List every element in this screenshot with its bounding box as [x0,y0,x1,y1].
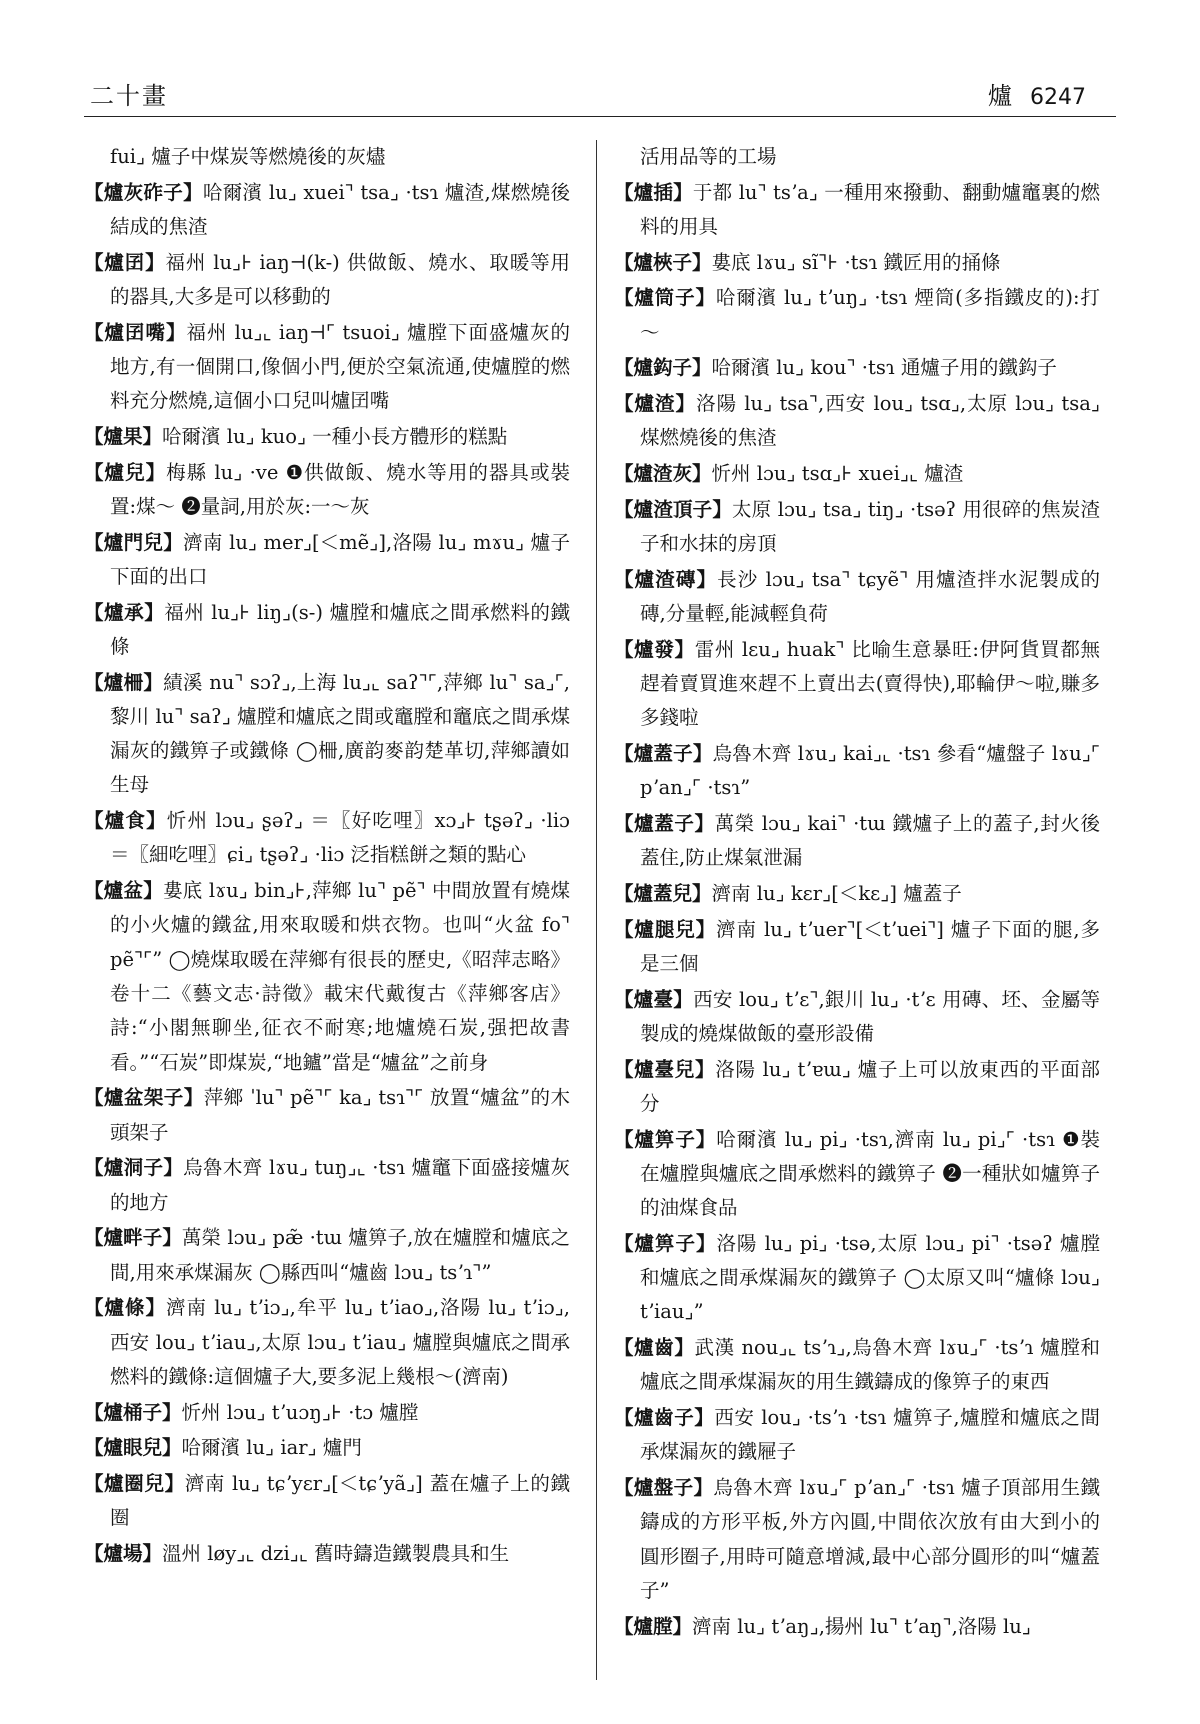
entry-headword: 【爐渣磚】 [614,567,718,591]
entry-text: 烏魯木齊 lɤu⌟ tuŋ⌟⌞ ·tsɿ 爐竈下面盛接爐灰的地方 [110,1156,570,1214]
entry-text: 烏魯木齊 lɤu⌟ kai⌟⌞ ·tsɿ 參看“爐盤子 lɤu⌟⌜ pʼan⌟⌜ ·tsɿ” [640,741,1100,800]
dictionary-entry [614,176,1100,245]
entry-headword: 【爐箅子】 [614,1127,717,1151]
dictionary-entry [84,596,570,665]
entry-text: 哈爾濱 lu⌟ iar⌟ 爐門 [181,1436,362,1460]
entry-headword: 【爐蓋兒】 [614,881,712,905]
entry-text: 長沙 lɔu⌟ tsa⌝ tɕyẽ⌝ 用爐渣拌水泥製成的磚,分量輕,能減輕負荷 [640,567,1100,625]
entry-text: 烏魯木齊 lɤu⌟⌜ pʼan⌟⌜ ·tsɿ 爐子頂部用生鐵鑄成的方形平板,外方內圓,中間依次放有由大到小的圓形圈子,用時可隨意增減,最中心部分圓形的叫“爐蓋子” [640,1476,1100,1602]
entry-headword: 【爐蓋子】 [614,811,715,835]
dictionary-entry [614,457,1100,491]
dictionary-entry [84,804,570,873]
dictionary-entry [84,246,570,315]
entry-headword: 【爐插】 [614,180,693,204]
dictionary-entry [614,1227,1100,1330]
entry-text: fui⌟ 爐子中煤炭等燃燒後的灰燼 [110,145,386,168]
head-character: 爐 [988,82,1012,110]
entry-headword: 【爐渣灰】 [614,462,712,486]
entry-headword: 【爐桶子】 [84,1400,182,1424]
entry-text: 洛陽 lu⌟ pi⌟ ·tsə,太原 lɔu⌟ pi⌝ ·tsəʔ 爐膛和爐底之間承煤漏灰的鐵箅子 ◯太原又叫“爐條 lɔu⌟ tʼiau⌟” [640,1231,1100,1324]
running-head [988,76,1086,111]
dictionary-entry [84,456,570,525]
entry-text: 溫州 løy⌟⌞ dzi⌟⌞ 舊時鑄造鐵製農具和生 [162,1541,510,1565]
entry-text: 忻州 lɔu⌟ tʼuɔŋ⌟⊦ ·tɔ 爐膛 [181,1400,419,1424]
entry-text: 哈爾濱 lu⌟ kou⌝ ·tsɿ 通爐子用的鐵鈎子 [711,356,1057,380]
dictionary-entry [614,1471,1100,1608]
entry-text: 濟南 lu⌟ tʼaŋ⌟,揚州 lu⌝ tʼaŋ⌝,洛陽 lu⌟ [692,1614,1031,1638]
entry-text: 武漢 nou⌟⌞ tsʼɿ⌟,烏魯木齊 lɤu⌟⌜ ·tsʼɿ 爐膛和爐底之間承煤漏灰的用生鐵鑄成的像箅子的東西 [640,1336,1100,1394]
entry-headword: 【爐發】 [614,637,695,661]
dictionary-entry [614,737,1100,806]
entry-text: 梅縣 lu⌟ ·ve ❶供做飯、燒水等用的器具或裝置:煤～ ❷量詞,用於灰:一～灰 [110,460,570,518]
entry-text: 哈爾濱 lu⌟ xuei⌝ tsa⌟ ·tsɿ 爐渣,煤燃燒後結成的焦渣 [110,180,570,238]
dictionary-entry [614,983,1100,1052]
dictionary-entry [614,913,1100,982]
dictionary-entry [614,246,1100,280]
entry-headword: 【爐臺】 [614,987,694,1011]
page-header [84,72,1116,117]
dictionary-entry [614,1123,1100,1226]
entry-headword: 【爐渣】 [614,392,697,416]
dictionary-entry [84,1081,570,1150]
entry-text: 濟南 lu⌟ tʼuer⌝[＜tʼuei⌝] 爐子下面的腿,多是三個 [640,917,1100,975]
entry-headword: 【爐灰砟子】 [84,180,203,204]
entry-text: 福州 lu⌟⌞ iaŋ⊣⌜ tsuoi⌟ 爐膛下面盛爐灰的地方,有一個開口,像個小門,便於空氣流通,使爐膛的燃料充分燃燒,這個小口兒叫爐囝嘴 [110,320,570,413]
entry-headword: 【爐承】 [84,600,165,624]
dictionary-entry [84,1431,570,1465]
dictionary-entry [614,387,1100,456]
entry-text: 忻州 lɔu⌟ tsɑ⌟⊦ xuei⌟⌞ 爐渣 [711,462,964,486]
entry-headword: 【爐兒】 [84,460,167,484]
entry-text: 萬榮 lɔu⌟ pæ̃ ·tɯ 爐箅子,放在爐膛和爐底之間,用來承煤漏灰 ◯縣西叫“爐齒 lɔu⌟ tsʼɿ⌝” [110,1226,570,1284]
entry-text: 哈爾濱 lu⌟ pi⌟ ·tsɿ,濟南 lu⌟ pi⌟⌜ ·tsɿ ❶裝在爐膛與爐底之間承燃料的鐵箅子 ❷一種狀如爐箅子的油煤食品 [640,1127,1100,1220]
entry-headword: 【爐鈎子】 [614,356,712,380]
entry-headword: 【爐臺兒】 [614,1057,716,1081]
entry-text: 雷州 lɛu⌟ huak⌝ 比喻生意暴旺:伊阿貨買都無趕着賣買進來趕不上賣出去(賣得快),耶輪伊～啦,賺多多錢啦 [640,637,1100,730]
entry-headword: 【爐膛】 [614,1614,693,1638]
entry-headword: 【爐盆】 [84,879,163,903]
column-divider [596,140,597,1680]
entry-headword: 【爐眼兒】 [84,1436,182,1460]
dictionary-entry [84,526,570,595]
entry-headword: 【爐筒子】 [614,286,716,310]
dictionary-entry [84,1537,570,1571]
right-column [614,140,1100,1645]
entry-headword: 【爐囝】 [84,250,166,274]
entry-headword: 【爐畔子】 [84,1226,182,1250]
dictionary-entry [614,140,1100,174]
dictionary-entry [614,807,1100,876]
dictionary-entry [84,1291,570,1394]
dictionary-entry [614,351,1100,385]
entry-headword: 【爐腿兒】 [614,917,717,941]
entry-text: 忻州 lɔu⌟ ʂəʔ⌟ ＝〖好吃哩〗xɔ⌟⊦ tʂəʔ⌟ ·liɔ ＝〖細吃哩〗ɕi⌟ tʂəʔ⌟ ·liɔ 泛指糕餅之類的點心 [110,809,570,867]
entry-headword: 【爐囝嘴】 [84,320,187,344]
entry-text: 濟南 lu⌟ tɕʼyɛr⌟[＜tɕʼyã⌟] 蓋在爐子上的鐵圈 [110,1471,570,1530]
entry-headword: 【爐齒】 [614,1336,695,1360]
entry-text: 活用品等的工場 [640,145,777,168]
entry-headword: 【爐條】 [84,1296,166,1320]
dictionary-entry [84,1221,570,1290]
dictionary-entry [614,877,1100,911]
entry-text: 萬榮 lɔu⌟ kai⌝ ·tɯ 鐵爐子上的蓋子,封火後蓋住,防止煤氣泄漏 [640,811,1100,870]
entry-text: 萍鄉 ˈlu⌝ pẽ⌝⌜ ka⌟ tsɿ⌝⌜ 放置“爐盆”的木頭架子 [110,1086,570,1144]
dictionary-entry [84,1396,570,1430]
dictionary-entry [614,1401,1100,1470]
entry-headword: 【爐門兒】 [84,530,184,554]
dictionary-entry [84,316,570,419]
dictionary-entry [614,633,1100,736]
entry-text: 福州 lu⌟⊦ iaŋ⊣(k-) 供做飯、燒水、取暖等用的器具,大多是可以移動的 [110,250,570,308]
entry-headword: 【爐梜子】 [614,250,712,274]
entry-text: 哈爾濱 lu⌟ kuo⌟ 一種小長方體形的糕點 [162,424,508,448]
entry-text: 濟南 lu⌟ kɛr⌟[＜kɛ⌟] 爐蓋子 [711,881,962,905]
entry-text: 西安 lou⌟ tʼɛ⌝,銀川 lu⌟ ·tʼɛ 用磚、坯、金屬等製成的燒煤做飯的臺形設備 [640,987,1100,1045]
dictionary-entry [84,140,570,174]
entry-text: 太原 lɔu⌟ tsa⌟ tiŋ⌟ ·tsəʔ 用很碎的焦炭渣子和水抹的房頂 [640,497,1100,555]
entry-headword: 【爐洞子】 [84,1156,184,1180]
dictionary-entry [614,1610,1100,1644]
entry-text: 濟南 lu⌟ mer⌟[＜mẽ⌟],洛陽 lu⌟ mɤu⌟ 爐子下面的出口 [110,530,570,588]
dictionary-entry [614,281,1100,350]
entry-text: 洛陽 lu⌟ tʼɐɯ⌟ 爐子上可以放東西的平面部分 [640,1057,1100,1115]
dictionary-entry [84,1151,570,1220]
entry-text: 西安 lou⌟ ·tsʼɿ ·tsɿ 爐箅子,爐膛和爐底之間承煤漏灰的鐵屜子 [640,1406,1100,1464]
entry-headword: 【爐果】 [84,424,163,448]
entry-text: 福州 lu⌟⊦ liŋ⌟(s-) 爐膛和爐底之間承燃料的鐵條 [110,600,570,658]
section-title: 二十畫 [90,82,168,110]
page-number: 6247 [1030,85,1086,110]
dictionary-entry [84,420,570,454]
entry-headword: 【爐渣頂子】 [614,497,733,521]
entry-headword: 【爐盤子】 [614,1476,714,1500]
dictionary-entry [614,493,1100,562]
entry-text: 于都 lu⌝ tsʼa⌟ 一種用來撥動、翻動爐竈裏的燃料的用具 [640,180,1100,238]
entry-headword: 【爐食】 [84,809,167,833]
dictionary-entry [84,176,570,245]
left-column [84,140,570,1573]
entry-headword: 【爐箅子】 [614,1231,717,1255]
dictionary-entry [614,1053,1100,1122]
entry-headword: 【爐柵】 [84,670,164,694]
entry-headword: 【爐場】 [84,1541,163,1565]
entry-text: 績溪 nu⌝ sɔʔ⌟,上海 lu⌟⌞ saʔ⌝⌜,萍鄉 lu⌝ sa⌟⌜,黎川 lu⌝ saʔ⌟ 爐膛和爐底之間或竈膛和竈底之間承煤漏灰的鐵箅子或鐵條 ◯柵,廣韵麥韵楚革切,萍鄉讀如生母 [110,670,570,797]
dictionary-entry [84,1467,570,1536]
dictionary-entry [84,874,570,1080]
entry-headword: 【爐圈兒】 [84,1471,185,1495]
entry-text: 洛陽 lu⌟ tsa⌝,西安 lou⌟ tsɑ⌟,太原 lɔu⌟ tsa⌟ 煤燃燒後的焦渣 [640,392,1100,450]
entry-headword: 【爐蓋子】 [614,741,713,765]
dictionary-entry [614,1331,1100,1400]
dictionary-entry [614,563,1100,632]
entry-text: 濟南 lu⌟ tʼiɔ⌟,牟平 lu⌟ tʼiao⌟,洛陽 lu⌟ tʼiɔ⌟,西安 lou⌟ tʼiau⌟,太原 lɔu⌟ tʼiau⌟ 爐膛與爐底之間承燃料的鐵條:這個爐子大,要多泥上幾根～(濟南) [110,1296,570,1388]
entry-headword: 【爐盆架子】 [84,1086,204,1110]
entry-text: 婁底 lɤu⌟ sĩ⌝⊦ ·tsɿ 鐵匠用的捅條 [711,250,1001,274]
dictionary-entry [84,666,570,803]
entry-headword: 【爐齒子】 [614,1406,715,1430]
entry-text: 哈爾濱 lu⌟ tʼuŋ⌟ ·tsɿ 煙筒(多指鐵皮的):打～ [640,286,1100,344]
entry-text: 婁底 lɤu⌟ bin⌟⊦,萍鄉 lu⌝ pẽ⌝ 中間放置有燒煤的小火爐的鐵盆,用來取暖和烘衣物。也叫“火盆 fo⌝ pẽ⌝⌜” ◯燒煤取暖在萍鄉有很長的歷史,《昭萍志略》卷十二《藝文志·詩徵》載宋代戴復古《萍鄉客店》詩:“小閣無聊坐,征衣不耐寒;地爐燒石炭,强把故書看。”“石炭”即煤炭,“地鑪”當是“爐盆”之前身 [110,879,570,1074]
